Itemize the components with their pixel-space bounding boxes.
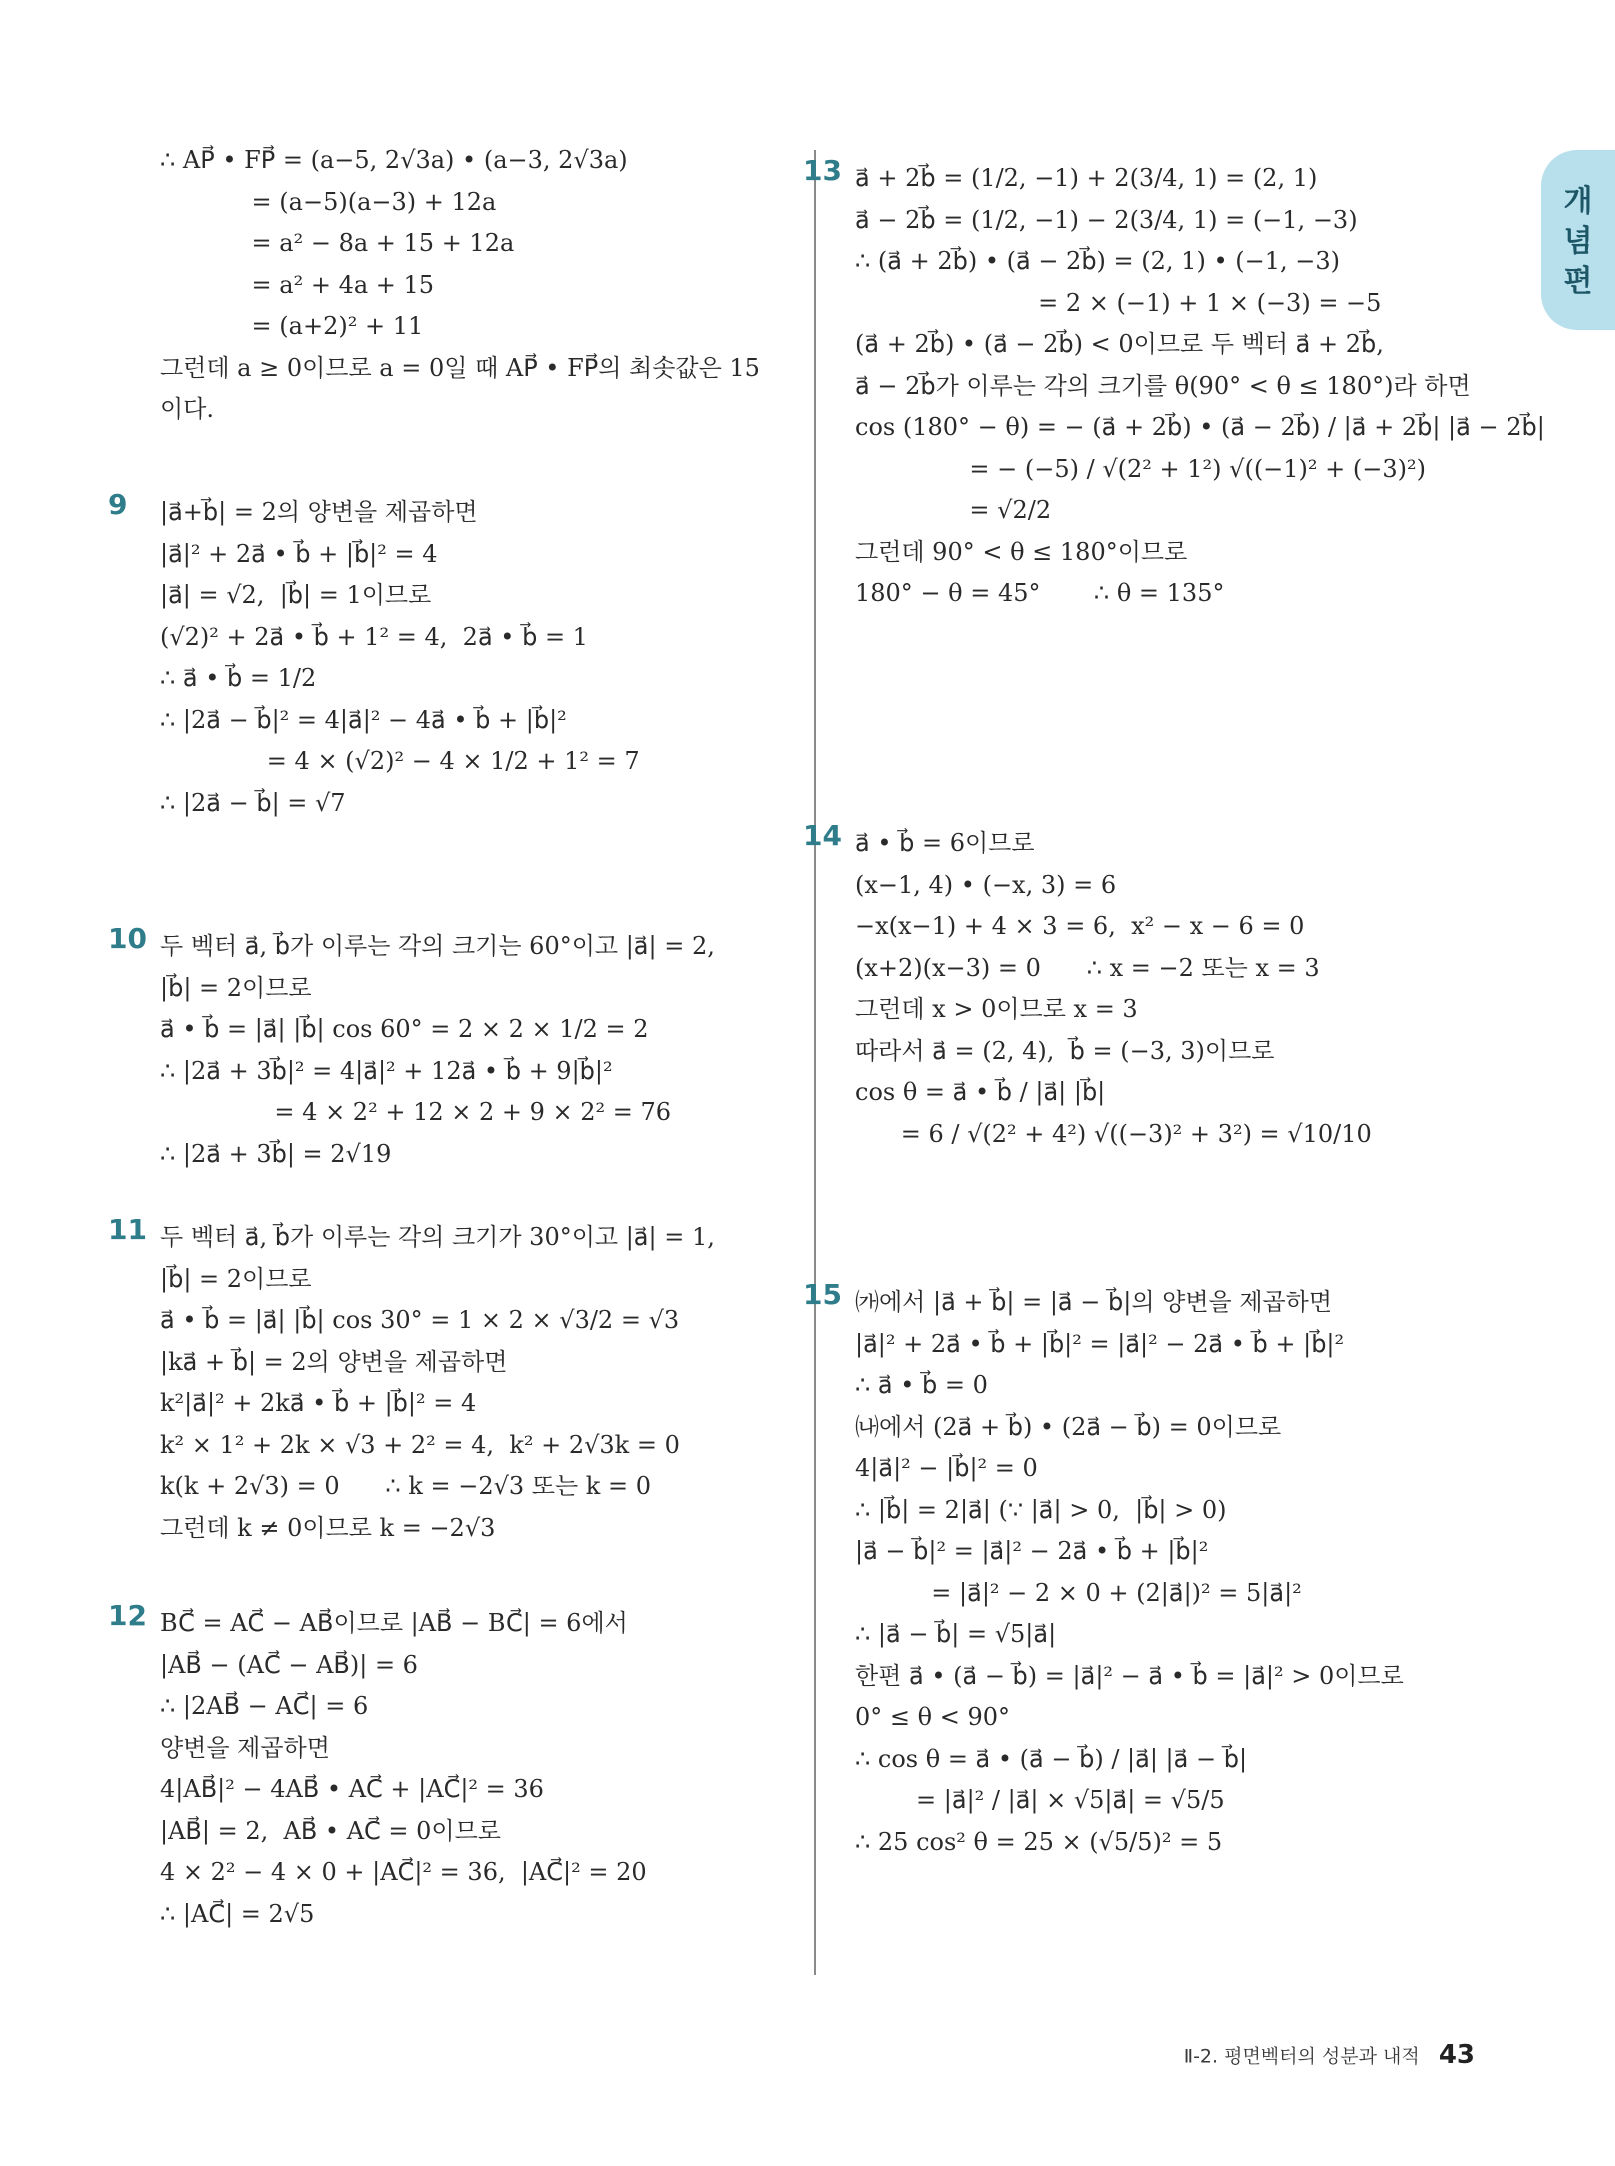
solution-line: 두 벡터 a⃗, b⃗가 이루는 각의 크기가 30°이고 |a⃗| = 1, — [160, 1223, 715, 1251]
solution-line: 4|AB⃗|² − 4AB⃗ • AC⃗ + |AC⃗|² = 36 — [160, 1775, 544, 1803]
solution-line: |b⃗| = 2이므로 — [160, 1264, 312, 1293]
problem-number: 15 — [803, 1278, 842, 1311]
solution-line: ∴ 25 cos² θ = 25 × (√5/5)² = 5 — [855, 1827, 1223, 1856]
solution-line: 4|a⃗|² − |b⃗|² = 0 — [855, 1454, 1038, 1482]
solution-line: = 4 × (√2)² − 4 × 1/2 + 1² = 7 — [160, 747, 640, 775]
solution-line: (a⃗ + 2b⃗) • (a⃗ − 2b⃗) < 0이므로 두 벡터 a⃗ + 2b⃗, — [855, 330, 1384, 358]
solution-line: 양변을 제곱하면 — [160, 1733, 330, 1762]
concept-section-tab — [1541, 150, 1615, 330]
solution-line: |AB⃗| = 2, AB⃗ • AC⃗ = 0이므로 — [160, 1816, 501, 1845]
solution-line: = (a−5)(a−3) + 12a — [160, 187, 497, 216]
solution-line: |a⃗ − b⃗|² = |a⃗|² − 2a⃗ • b⃗ + |b⃗|² — [855, 1537, 1209, 1565]
tab-label: 개 념 편 — [1563, 184, 1593, 299]
solution-block — [108, 1599, 800, 1935]
solution-line: = 4 × 2² + 12 × 2 + 9 × 2² = 76 — [160, 1098, 672, 1126]
solution-line: a⃗ • b⃗ = |a⃗| |b⃗| cos 30° = 1 × 2 × √3/2 = √3 — [160, 1306, 680, 1334]
solution-line: ㈏에서 (2a⃗ + b⃗) • (2a⃗ − b⃗) = 0이므로 — [855, 1412, 1282, 1441]
solution-line: = |a⃗|² / |a⃗| × √5|a⃗| = √5/5 — [855, 1786, 1225, 1814]
solution-line: ∴ (a⃗ + 2b⃗) • (a⃗ − 2b⃗) = (2, 1) • (−1, −3) — [855, 247, 1340, 275]
solution-line: a⃗ − 2b⃗가 이루는 각의 크기를 θ(90° < θ ≤ 180°)라 하면 — [855, 371, 1471, 400]
solution-line: 180° − θ = 45° ∴ θ = 135° — [855, 579, 1225, 607]
solution-line: ∴ |2a⃗ − b⃗| = √7 — [160, 788, 346, 817]
solution-block — [803, 819, 1495, 1155]
problem-number: 14 — [803, 819, 842, 852]
column-divider — [814, 150, 816, 1975]
solution-line: = a² − 8a + 15 + 12a — [160, 229, 515, 257]
solution-line: k²|a⃗|² + 2ka⃗ • b⃗ + |b⃗|² = 4 — [160, 1389, 477, 1417]
solution-line: ∴ cos θ = a⃗ • (a⃗ − b⃗) / |a⃗| |a⃗ − b⃗| — [855, 1744, 1248, 1773]
solution-line: ∴ |2a⃗ + 3b⃗|² = 4|a⃗|² + 12a⃗ • b⃗ + 9|b⃗|² — [160, 1056, 613, 1085]
solution-block — [803, 154, 1545, 615]
solution-line: 그런데 x > 0이므로 x = 3 — [855, 995, 1138, 1023]
solution-line: = a² + 4a + 15 — [160, 270, 435, 299]
solution-line: = (a+2)² + 11 — [160, 312, 424, 340]
footer-section-title: Ⅱ-2. 평면벡터의 성분과 내적 — [1183, 2045, 1420, 2068]
solution-line: 한편 a⃗ • (a⃗ − b⃗) = |a⃗|² − a⃗ • b⃗ = |a⃗|² > 0이므로 — [855, 1661, 1404, 1690]
solution-line: = 6 / √(2² + 4²) √((−3)² + 3²) = √10/10 — [855, 1119, 1372, 1148]
solution-line: 이다. — [160, 395, 214, 423]
solution-block — [108, 488, 800, 824]
solution-block — [108, 922, 800, 1175]
solution-line: 0° ≤ θ < 90° — [855, 1703, 1010, 1731]
page-footer — [1184, 2040, 1475, 2070]
solution-line: ∴ AP⃗ • FP⃗ = (a−5, 2√3a) • (a−3, 2√3a) — [160, 146, 628, 174]
problem-number: 13 — [803, 154, 842, 187]
solution-line: 두 벡터 a⃗, b⃗가 이루는 각의 크기는 60°이고 |a⃗| = 2, — [160, 932, 715, 960]
solution-line: 따라서 a⃗ = (2, 4), b⃗ = (−3, 3)이므로 — [855, 1036, 1275, 1065]
solution-line: |a⃗|² + 2a⃗ • b⃗ + |b⃗|² = |a⃗|² − 2a⃗ • b⃗ + |b⃗|² — [855, 1329, 1345, 1358]
solution-line: a⃗ − 2b⃗ = (1/2, −1) − 2(3/4, 1) = (−1, −3) — [855, 205, 1358, 234]
problem-number: 11 — [108, 1213, 147, 1246]
problem-number: 9 — [108, 488, 128, 521]
solution-line: ∴ |2a⃗ − b⃗|² = 4|a⃗|² − 4a⃗ • b⃗ + |b⃗|² — [160, 705, 567, 734]
solution-block — [108, 1213, 800, 1549]
solution-line: = − (−5) / √(2² + 1²) √((−1)² + (−3)²) — [855, 454, 1426, 483]
solution-line: (√2)² + 2a⃗ • b⃗ + 1² = 4, 2a⃗ • b⃗ = 1 — [160, 622, 588, 651]
solution-line: a⃗ + 2b⃗ = (1/2, −1) + 2(3/4, 1) = (2, 1) — [855, 164, 1318, 192]
solution-line: |b⃗| = 2이므로 — [160, 973, 312, 1002]
solution-line: cos (180° − θ) = − (a⃗ + 2b⃗) • (a⃗ − 2b⃗) / |a⃗ + 2b⃗| |a⃗ − 2b⃗| — [855, 413, 1545, 441]
solution-block — [160, 140, 800, 431]
solution-line: 4 × 2² − 4 × 0 + |AC⃗|² = 36, |AC⃗|² = 20 — [160, 1858, 647, 1886]
solution-line: = |a⃗|² − 2 × 0 + (2|a⃗|)² = 5|a⃗|² — [855, 1578, 1302, 1607]
solution-line: ∴ |a⃗ − b⃗| = √5|a⃗| — [855, 1620, 1057, 1648]
solution-line: ∴ |2a⃗ + 3b⃗| = 2√19 — [160, 1139, 392, 1168]
solution-line: = 2 × (−1) + 1 × (−3) = −5 — [855, 288, 1382, 317]
solution-line: (x−1, 4) • (−x, 3) = 6 — [855, 870, 1117, 899]
solution-line: a⃗ • b⃗ = |a⃗| |b⃗| cos 60° = 2 × 2 × 1/2 = 2 — [160, 1015, 649, 1043]
solution-line: |a⃗| = √2, |b⃗| = 1이므로 — [160, 581, 432, 609]
solution-line: 그런데 90° < θ ≤ 180°이므로 — [855, 537, 1188, 566]
solution-line: ∴ |AC⃗| = 2√5 — [160, 1899, 315, 1928]
solution-line: 그런데 k ≠ 0이므로 k = −2√3 — [160, 1513, 496, 1542]
solution-line: = √2/2 — [855, 496, 1052, 524]
solution-line: ∴ a⃗ • b⃗ = 1/2 — [160, 664, 317, 692]
solution-line: ㈎에서 |a⃗ + b⃗| = |a⃗ − b⃗|의 양변을 제곱하면 — [855, 1288, 1333, 1316]
solution-line: BC⃗ = AC⃗ − AB⃗이므로 |AB⃗ − BC⃗| = 6에서 — [160, 1609, 628, 1637]
solution-line: cos θ = a⃗ • b⃗ / |a⃗| |b⃗| — [855, 1078, 1106, 1106]
problem-number: 10 — [108, 922, 147, 955]
solution-line: |ka⃗ + b⃗| = 2의 양변을 제곱하면 — [160, 1347, 508, 1376]
solution-line: ∴ a⃗ • b⃗ = 0 — [855, 1371, 988, 1399]
solution-line: k(k + 2√3) = 0 ∴ k = −2√3 또는 k = 0 — [160, 1472, 651, 1500]
solution-block — [803, 1278, 1495, 1863]
solution-line: |a⃗+b⃗| = 2의 양변을 제곱하면 — [160, 498, 478, 526]
solution-line: a⃗ • b⃗ = 6이므로 — [855, 829, 1035, 857]
solution-line: |a⃗|² + 2a⃗ • b⃗ + |b⃗|² = 4 — [160, 539, 438, 568]
page-number: 43 — [1438, 2040, 1475, 2070]
solution-line: ∴ |b⃗| = 2|a⃗| (∵ |a⃗| > 0, |b⃗| > 0) — [855, 1495, 1227, 1524]
solution-line: k² × 1² + 2k × √3 + 2² = 4, k² + 2√3k = 0 — [160, 1430, 680, 1459]
problem-number: 12 — [108, 1599, 147, 1632]
solution-line: 그런데 a ≥ 0이므로 a = 0일 때 AP⃗ • FP⃗의 최솟값은 15 — [160, 353, 760, 382]
solution-line: (x+2)(x−3) = 0 ∴ x = −2 또는 x = 3 — [855, 953, 1320, 982]
solution-line: ∴ |2AB⃗ − AC⃗| = 6 — [160, 1692, 369, 1720]
solution-line: −x(x−1) + 4 × 3 = 6, x² − x − 6 = 0 — [855, 912, 1305, 940]
solution-line: |AB⃗ − (AC⃗ − AB⃗)| = 6 — [160, 1650, 418, 1679]
